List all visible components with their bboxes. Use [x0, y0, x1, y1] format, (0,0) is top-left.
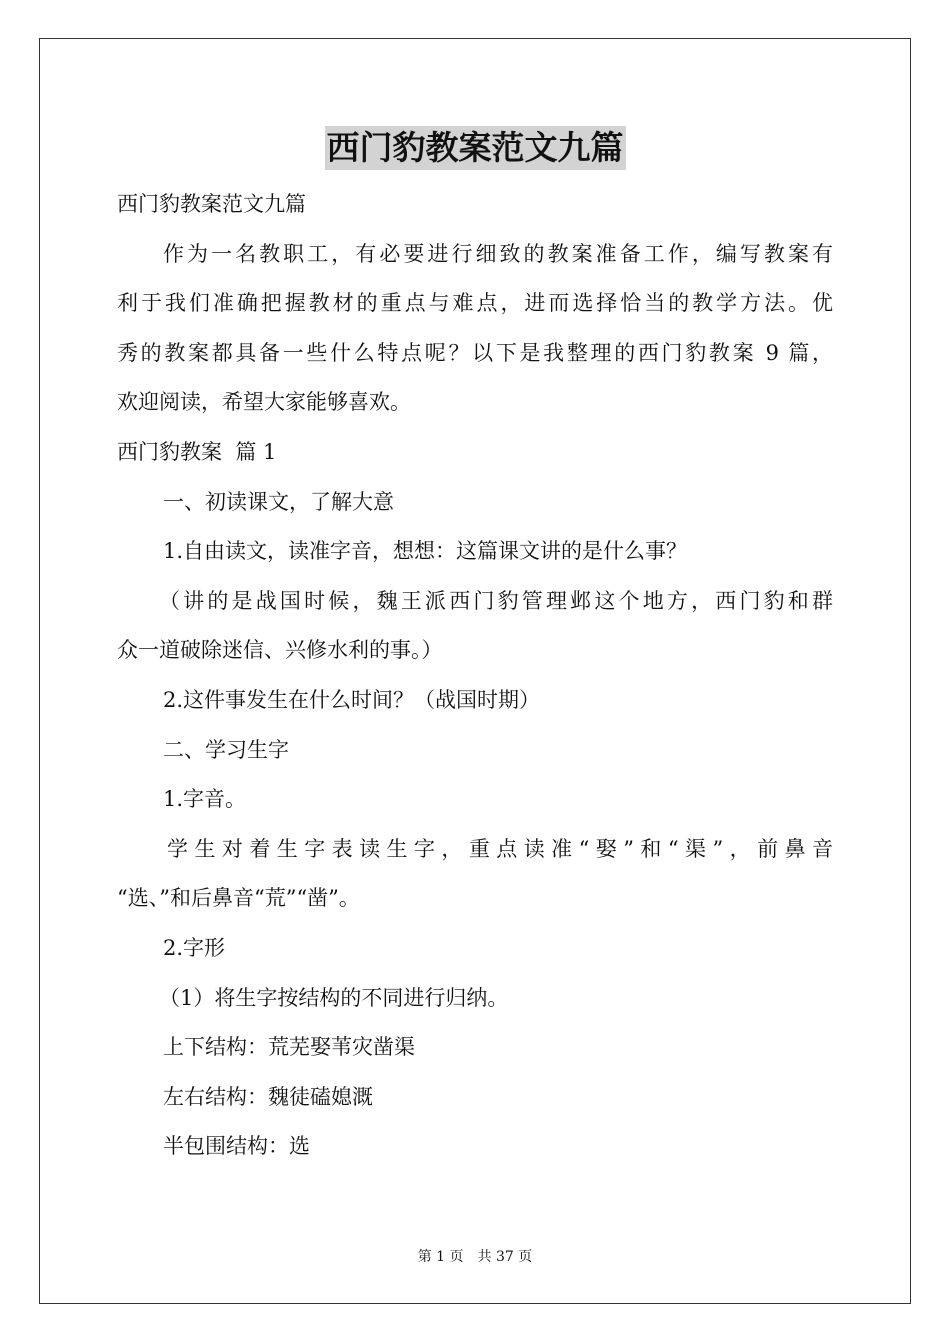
document-title: 西门豹教案范文九篇	[325, 126, 626, 170]
page-number: 第 1 页	[417, 1249, 464, 1265]
document-subtitle: 西门豹教案范文九篇	[117, 192, 306, 216]
paragraph-line: （讲的是战国时候，魏王派西门豹管理邺这个地方，西门豹和群	[159, 588, 833, 613]
paragraph-line: 学生对着生字表读生字，重点读准“娶”和“渠”，前鼻音	[167, 836, 833, 861]
paragraph-line: 作为一名教职工，有必要进行细致的教案准备工作，编写教案有	[163, 241, 833, 266]
paragraph-line: 2.字形	[163, 935, 226, 960]
paragraph-line: 上下结构：荒芜娶苇灾凿渠	[163, 1035, 415, 1060]
paragraph-line: 众一道破除迷信、兴修水利的事。）	[117, 638, 443, 663]
page-total: 共 37 页	[477, 1249, 533, 1265]
paragraph-line: 秀的教案都具备一些什么特点呢？以下是我整理的西门豹教案 9 篇，	[117, 340, 833, 365]
title-wrap	[0, 126, 950, 170]
paragraph-line: 左右结构：魏徒磕媳溉	[163, 1084, 373, 1109]
paragraph-line: 1.自由读文，读准字音，想想：这篇课文讲的是什么事？	[163, 539, 688, 564]
document-body	[117, 180, 833, 1172]
page-footer	[0, 1248, 950, 1266]
paragraph-line: “选、”和后鼻音“荒”“凿”。	[117, 886, 360, 911]
paragraph-line: （1）将生字按结构的不同进行归纳。	[159, 985, 509, 1010]
paragraph-line: 半包围结构：选	[163, 1134, 310, 1159]
paragraph-line: 利于我们准确把握教材的重点与难点，进而选择恰当的教学方法。优	[117, 291, 833, 316]
section-heading: 西门豹教案 篇 1	[117, 439, 277, 464]
paragraph-line: 1.字音。	[163, 787, 247, 812]
paragraph-line: 欢迎阅读，希望大家能够喜欢。	[117, 390, 411, 415]
paragraph-line: 2.这件事发生在什么时间？（战国时期）	[163, 687, 541, 712]
step-heading: 二、学习生字	[163, 737, 289, 762]
step-heading: 一、初读课文，了解大意	[163, 489, 394, 514]
